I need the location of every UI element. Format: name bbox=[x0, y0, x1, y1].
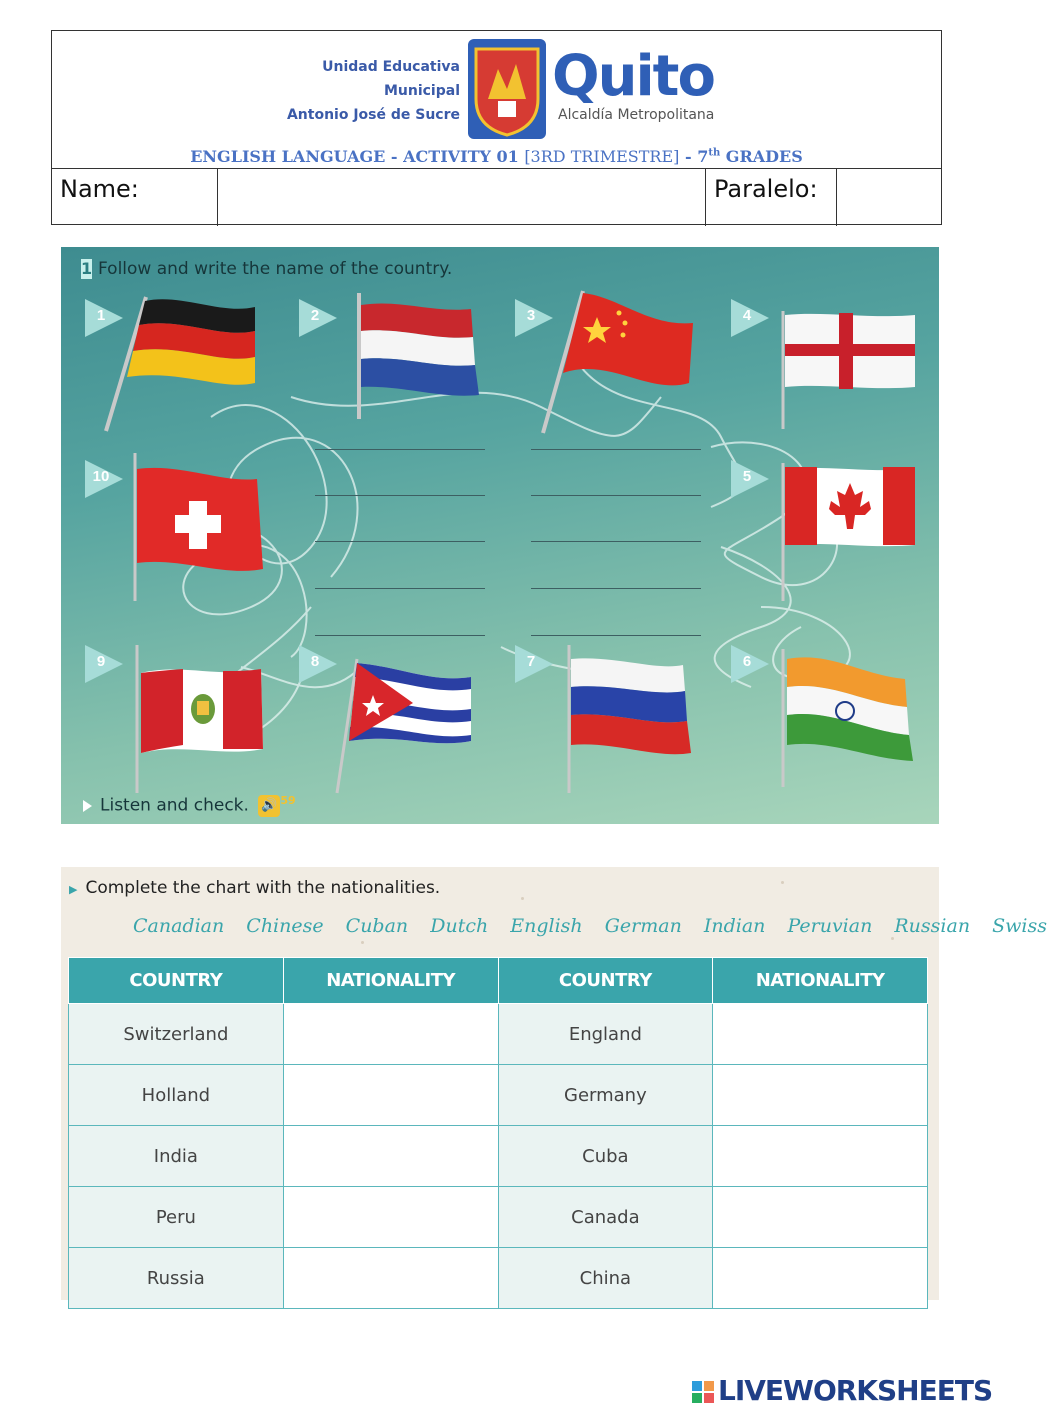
nationality-answer-cell[interactable] bbox=[713, 1126, 928, 1187]
table-header-row bbox=[69, 958, 928, 1004]
audio-track-number: 59 bbox=[280, 794, 296, 807]
table-row bbox=[69, 1065, 928, 1126]
flag-number-label: 2 bbox=[310, 307, 320, 324]
netherlands-flag-icon bbox=[351, 291, 491, 421]
flag-number-6 bbox=[731, 645, 769, 683]
nationalities-table bbox=[68, 957, 928, 1309]
flag-number-7 bbox=[515, 645, 553, 683]
nationality-answer-cell[interactable] bbox=[713, 1187, 928, 1248]
activity-trimester: [3RD TRIMESTRE] bbox=[524, 147, 680, 166]
table-row bbox=[69, 1004, 928, 1065]
nationality-answer-cell[interactable] bbox=[283, 1126, 498, 1187]
answer-line[interactable] bbox=[315, 635, 485, 636]
flag-number-9 bbox=[85, 645, 123, 683]
flag-number-label: 3 bbox=[526, 307, 536, 324]
country-cell: Switzerland bbox=[69, 1004, 284, 1065]
listen-and-check bbox=[83, 794, 296, 817]
table-row bbox=[69, 1248, 928, 1309]
brand-text: LIVEWORKSHEETS bbox=[718, 1374, 993, 1407]
answer-line[interactable] bbox=[315, 588, 485, 589]
country-cell: Cuba bbox=[498, 1126, 713, 1187]
word-bank-item: Cuban bbox=[345, 915, 409, 937]
flag-number-label: 6 bbox=[742, 653, 752, 670]
flag-number-label: 7 bbox=[526, 653, 536, 670]
word-bank-item: Dutch bbox=[430, 915, 489, 937]
flag-number-4 bbox=[731, 299, 769, 337]
table-row bbox=[69, 1187, 928, 1248]
paralelo-label-cell bbox=[706, 169, 837, 226]
word-bank-item: Chinese bbox=[246, 915, 324, 937]
speaker-icon[interactable]: 🔊 bbox=[258, 795, 280, 817]
activity-title-main: ENGLISH LANGUAGE - ACTIVITY 01 bbox=[190, 147, 519, 166]
nationality-answer-cell[interactable] bbox=[283, 1065, 498, 1126]
nationalities-chart-section bbox=[61, 867, 1047, 1300]
word-bank-item: Peruvian bbox=[787, 915, 873, 937]
word-bank-item: German bbox=[604, 915, 682, 937]
word-bank-item: Russian bbox=[894, 915, 971, 937]
nationality-answer-cell[interactable] bbox=[283, 1248, 498, 1309]
name-label: Name: bbox=[60, 175, 139, 203]
answer-line[interactable] bbox=[315, 449, 485, 450]
word-bank-item: Indian bbox=[703, 915, 766, 937]
answer-line[interactable] bbox=[531, 588, 701, 589]
paralelo-label: Paralelo: bbox=[714, 175, 818, 203]
paper-texture bbox=[891, 937, 894, 940]
play-icon bbox=[83, 800, 92, 812]
liveworksheets-brand[interactable] bbox=[692, 1374, 992, 1407]
answer-line[interactable] bbox=[531, 495, 701, 496]
russia-flag-icon bbox=[565, 645, 705, 795]
india-flag-icon bbox=[781, 649, 921, 789]
country-cell: India bbox=[69, 1126, 284, 1187]
liveworksheets-logo-icon bbox=[692, 1381, 714, 1403]
word-bank-item: English bbox=[510, 915, 583, 937]
nationality-answer-cell[interactable] bbox=[713, 1248, 928, 1309]
flag-number-label: 5 bbox=[742, 468, 752, 485]
country-cell: Germany bbox=[498, 1065, 713, 1126]
flags-instruction bbox=[81, 259, 452, 279]
country-cell: Canada bbox=[498, 1187, 713, 1248]
table-row bbox=[69, 1126, 928, 1187]
word-bank-item: Swiss bbox=[992, 915, 1047, 937]
school-name bbox=[252, 55, 460, 127]
canada-flag-icon bbox=[781, 463, 921, 603]
nationality-answer-cell[interactable] bbox=[713, 1004, 928, 1065]
answer-line[interactable] bbox=[531, 635, 701, 636]
activity-title bbox=[52, 147, 941, 166]
flag-number-label: 1 bbox=[96, 307, 106, 324]
answer-line[interactable] bbox=[531, 449, 701, 450]
grade-sup: th bbox=[708, 147, 721, 159]
paralelo-input-cell[interactable] bbox=[837, 169, 941, 226]
cuba-flag-icon bbox=[331, 657, 481, 797]
column-header-nationality: NATIONALITY bbox=[283, 958, 498, 1004]
nationality-answer-cell[interactable] bbox=[283, 1004, 498, 1065]
switzerland-flag-icon bbox=[131, 453, 271, 603]
flag-number-5 bbox=[731, 460, 769, 498]
england-flag-icon bbox=[781, 311, 921, 431]
answer-line[interactable] bbox=[531, 541, 701, 542]
grade-suffix: GRADES bbox=[725, 147, 803, 166]
country-cell: Russia bbox=[69, 1248, 284, 1309]
flag-number-label: 10 bbox=[92, 468, 110, 485]
grade-prefix: - 7 bbox=[684, 147, 709, 166]
arrow-icon: ▶ bbox=[69, 883, 78, 896]
quito-logo-text: Quito bbox=[552, 44, 714, 109]
paper-texture bbox=[521, 897, 524, 900]
instruction-number: 1 bbox=[81, 259, 93, 278]
paper-texture bbox=[361, 941, 364, 944]
worksheet-header bbox=[51, 30, 942, 225]
name-input-cell[interactable] bbox=[218, 169, 706, 226]
column-header-nationality: NATIONALITY bbox=[713, 958, 928, 1004]
nationality-answer-cell[interactable] bbox=[283, 1187, 498, 1248]
flag-number-2 bbox=[299, 299, 337, 337]
country-cell: England bbox=[498, 1004, 713, 1065]
flag-number-10 bbox=[85, 460, 123, 498]
column-header-country: COUNTRY bbox=[498, 958, 713, 1004]
chart-instruction bbox=[69, 878, 440, 898]
school-name-line2: Antonio José de Sucre bbox=[286, 107, 460, 123]
country-cell: Holland bbox=[69, 1065, 284, 1126]
chart-instruction-text: Complete the chart with the nationalities. bbox=[85, 878, 441, 898]
country-cell: Peru bbox=[69, 1187, 284, 1248]
country-cell: China bbox=[498, 1248, 713, 1309]
answer-line[interactable] bbox=[315, 495, 485, 496]
column-header-country: COUNTRY bbox=[69, 958, 284, 1004]
school-name-line1: Unidad Educativa Municipal bbox=[322, 59, 460, 99]
quito-crest-icon bbox=[468, 39, 546, 139]
word-bank bbox=[133, 915, 1047, 937]
name-label-cell bbox=[52, 169, 218, 226]
peru-flag-icon bbox=[133, 645, 273, 795]
germany-flag-icon bbox=[101, 295, 261, 435]
flag-number-label: 8 bbox=[310, 653, 320, 670]
answer-line[interactable] bbox=[315, 541, 485, 542]
name-row bbox=[52, 168, 941, 226]
flag-number-label: 9 bbox=[96, 653, 106, 670]
alcaldia-text: Alcaldía Metropolitana bbox=[558, 107, 715, 123]
china-flag-icon bbox=[539, 287, 699, 437]
nationality-answer-cell[interactable] bbox=[713, 1065, 928, 1126]
flag-number-label: 4 bbox=[742, 307, 752, 324]
instruction-text: Follow and write the name of the country. bbox=[98, 259, 453, 279]
listen-text: Listen and check. bbox=[100, 795, 249, 816]
flags-activity bbox=[61, 247, 939, 824]
paper-texture bbox=[781, 881, 784, 884]
word-bank-item: Canadian bbox=[133, 915, 225, 937]
